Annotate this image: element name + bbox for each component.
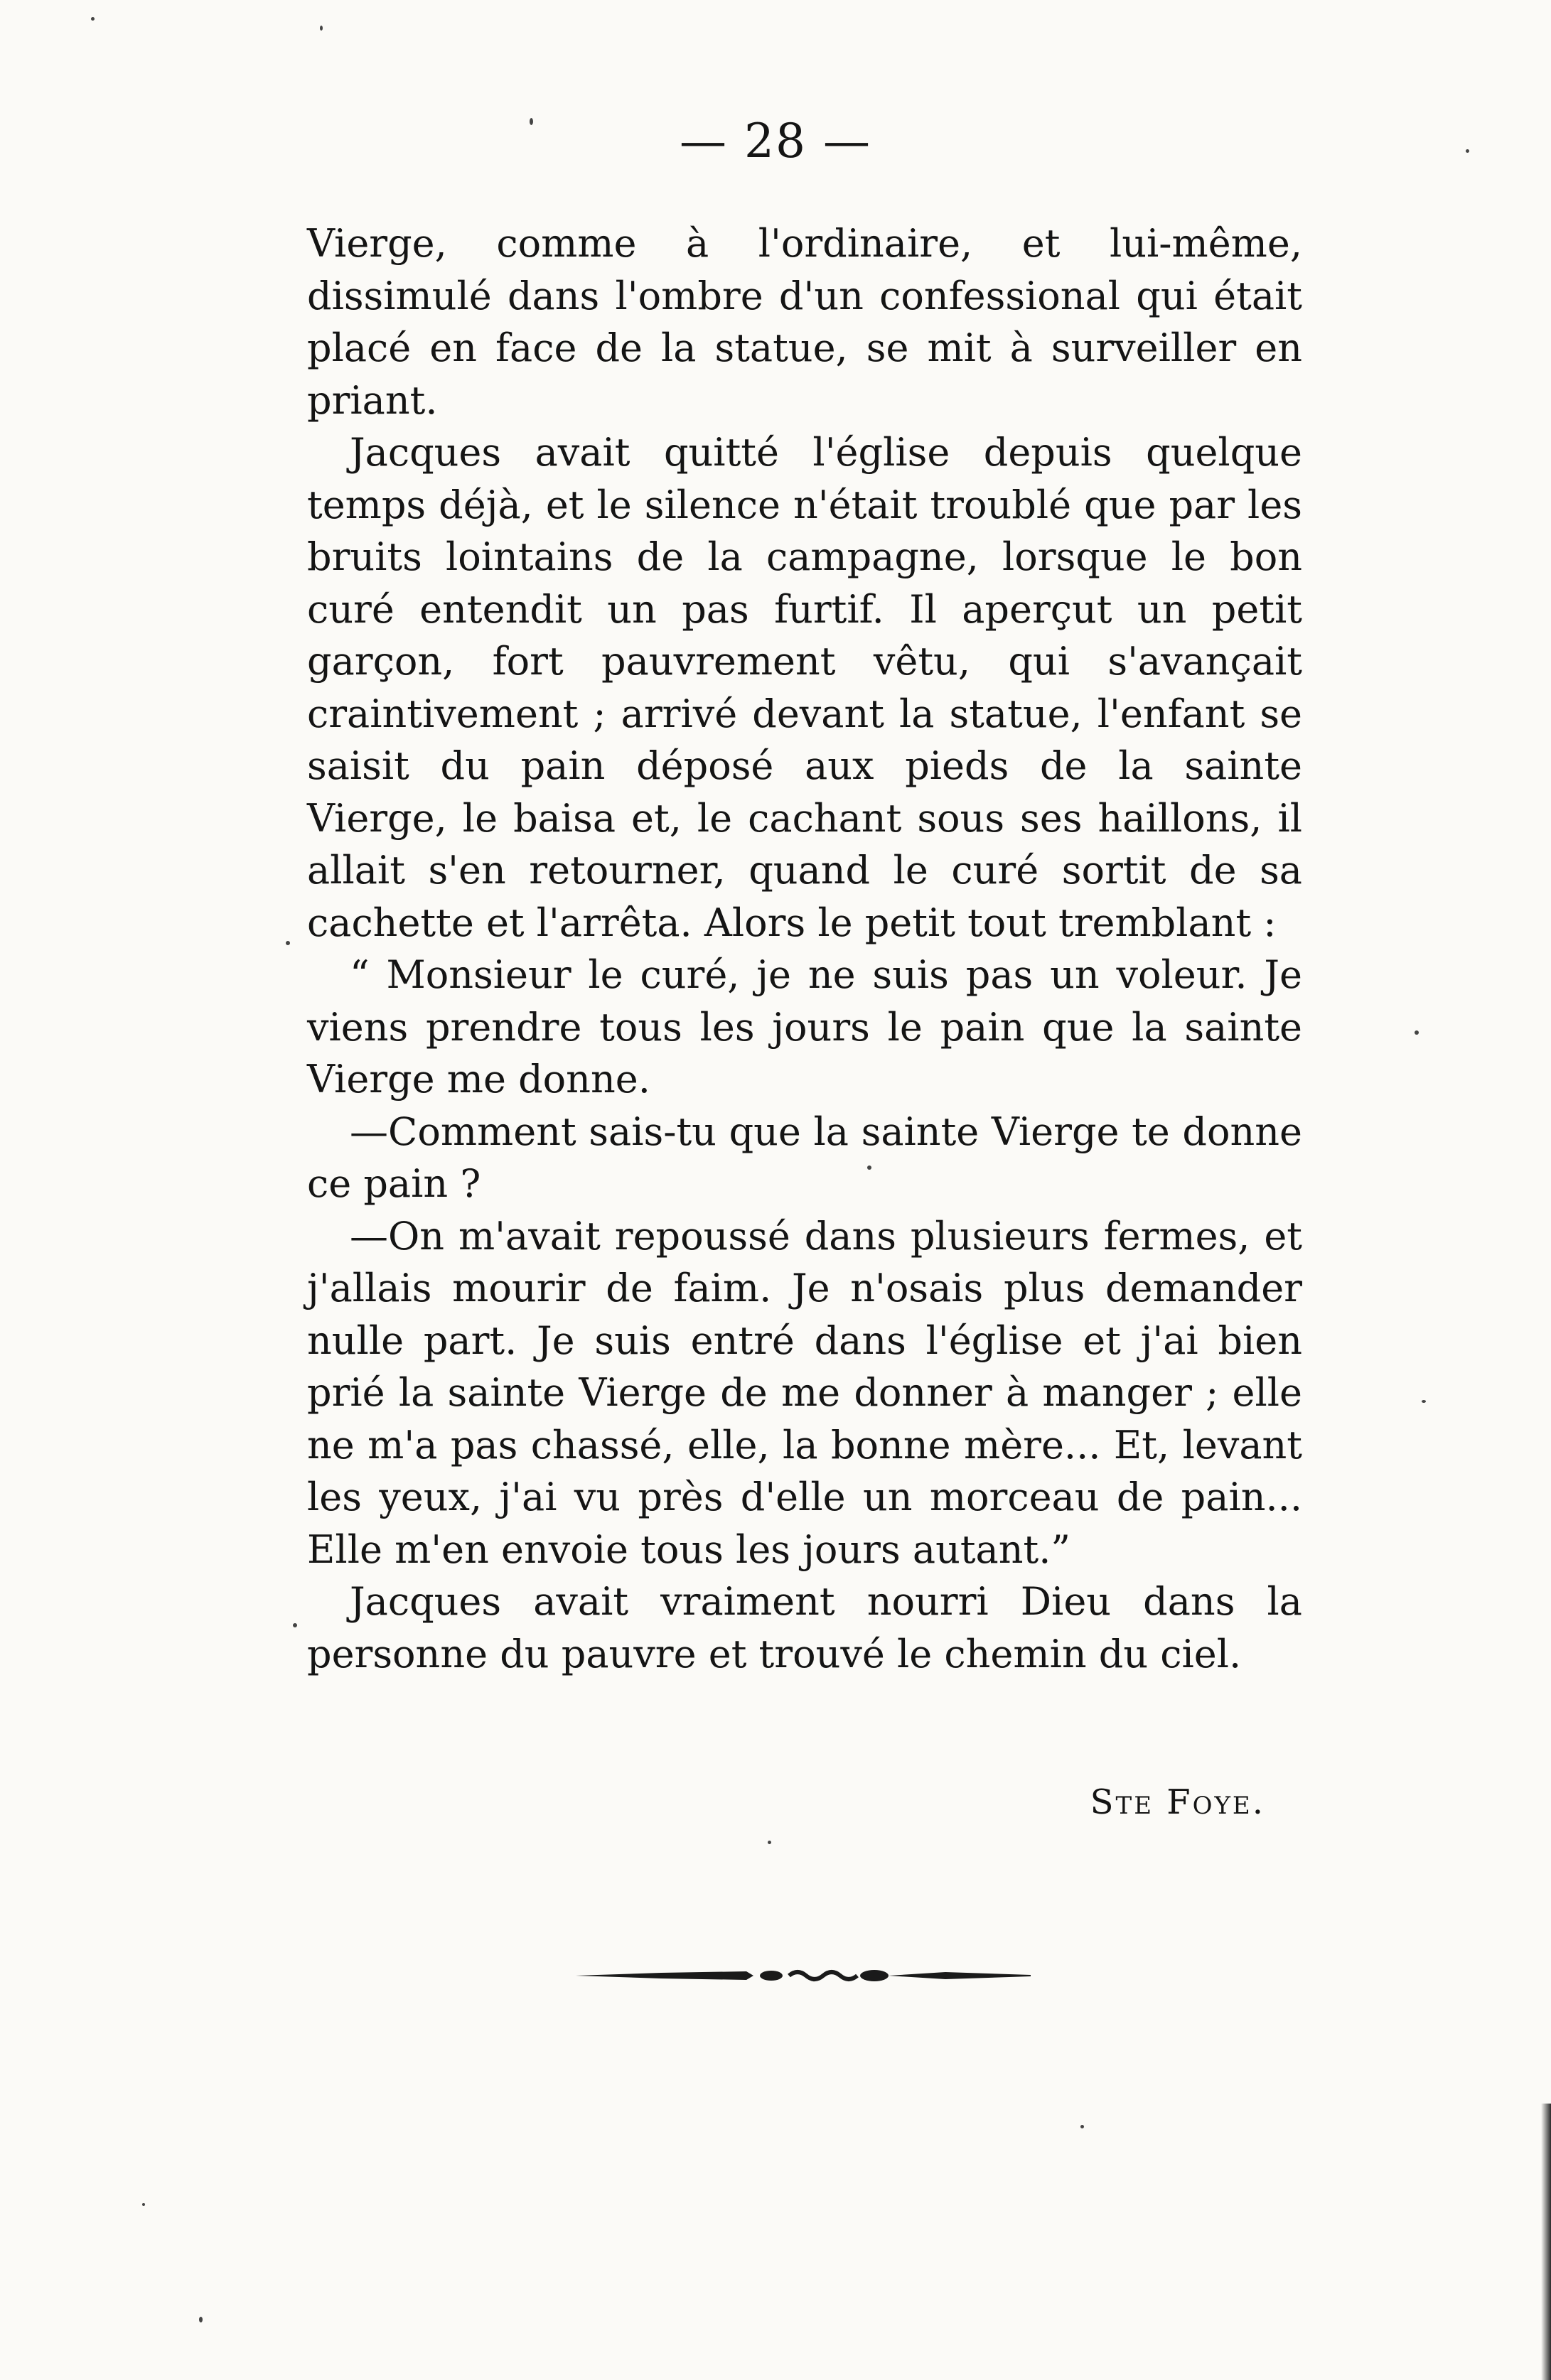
tailpiece-ornament-icon	[576, 1961, 1031, 1990]
paragraph-3: “ Monsieur le curé, je ne suis pas un voleur. Je viens prendre tous les jours le pain que la sainte Vierge me donne.	[307, 952, 1302, 1102]
paragraph-4: —Comment sais-tu que la sainte Vierge te donne ce pain ?	[307, 1109, 1302, 1206]
paragraph-6: Jacques avait vraiment nourri Dieu dans la personne du pauvre et trouvé le chemin du ciel.	[307, 1579, 1302, 1676]
page-edge-shadow	[1541, 2104, 1551, 2380]
paper-speck	[768, 1841, 771, 1844]
page-number: — 28 —	[680, 114, 871, 168]
paper-speck	[286, 941, 290, 945]
paper-speck	[1466, 149, 1469, 153]
paper-speck	[530, 118, 533, 125]
paper-speck	[1415, 1030, 1419, 1035]
body-text	[307, 217, 1302, 1680]
paper-speck	[320, 26, 323, 31]
author-signature: Ste Foye.	[1090, 1782, 1265, 1822]
paper-speck	[91, 17, 95, 21]
paper-speck	[293, 1623, 297, 1627]
paper-speck	[199, 2317, 203, 2322]
paragraph-5: —On m'avait repoussé dans plusieurs fermes, et j'allais mourir de faim. Je n'osais plus demander nulle part. Je suis entré dans l'église et j'ai bien prié la sainte Vierge de me donner à manger ; elle ne m'a pas chassé, elle, la bonne mère... Et, levant les yeux, j'ai vu près d'elle un morceau de pain... Elle m'en envoie tous les jours autant.”	[307, 1213, 1302, 1572]
paragraph-1: Vierge, comme à l'ordinaire, et lui-même, dissimulé dans l'ombre d'un confessional qui était placé en face de la statue, se mit à surveiller en priant.	[307, 221, 1302, 423]
paper-speck	[1080, 2125, 1084, 2128]
paper-speck	[1422, 1400, 1426, 1403]
paragraph-2: Jacques avait quitté l'église depuis quelque temps déjà, et le silence n'était troublé que par les bruits lointains de la campagne, lorsque le bon curé entendit un pas furtif. Il aperçut un petit garçon, fort pauvrement vêtu, qui s'avançait craintivement ; arrivé devant la statue, l'enfant se saisit du pain déposé aux pieds de la sainte Vierge, le baisa et, le cachant sous ses haillons, il allait s'en retourner, quand le curé sortit de sa cachette et l'arrêta. Alors le petit tout tremblant :	[307, 430, 1302, 945]
paper-speck	[867, 1165, 871, 1170]
paper-speck	[142, 2203, 145, 2206]
